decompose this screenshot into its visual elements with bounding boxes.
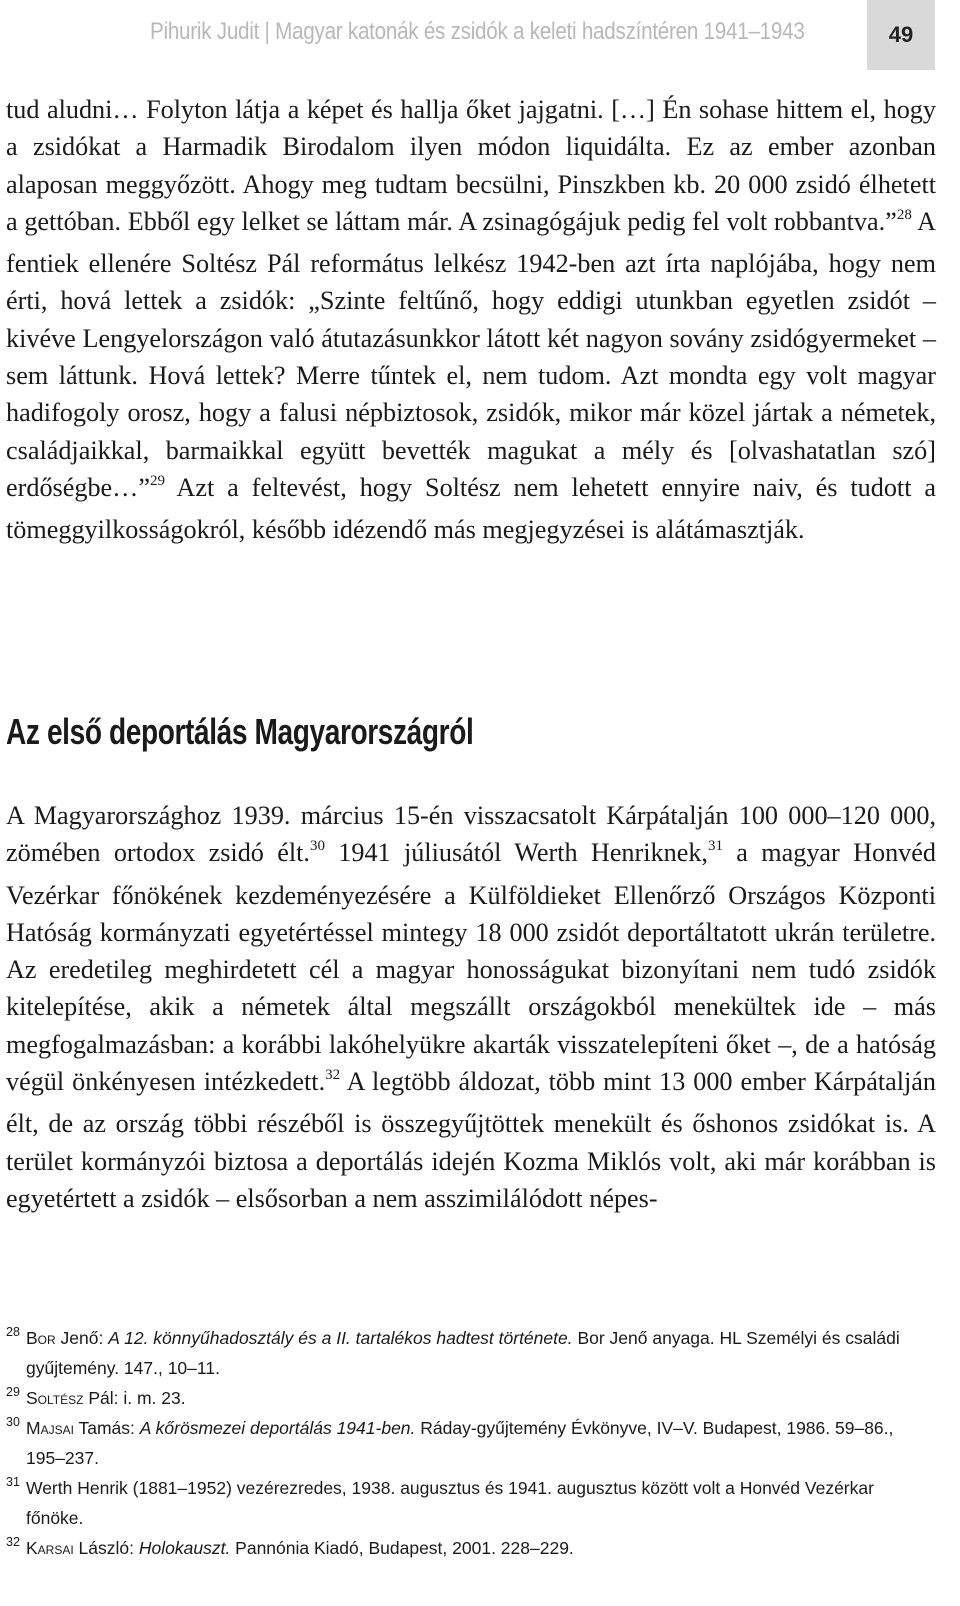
- footnotes: [6, 1323, 936, 1563]
- footnote-text: Pál: i. m. 23.: [83, 1388, 186, 1408]
- footnote-text: Werth Henrik (1881–1952) vezérezredes, 1938. augusztus és 1941. augusztus között volt a Honvéd Vezérkar főnöke.: [26, 1478, 874, 1528]
- paragraph-text: a magyar Honvéd Vezérkar főnökének kezdeményezésére a Külföldieket Ellenőrző Országos Központi Hatóság kormányzati egyetértéssel mintegy 18 000 zsidót deportáltatott ukrán területre. Az eredetileg meghirdetett cél a magyar honosságukat bizonyítani nem tudó zsidók kitelepítése, akik a németek által megszállt országokból menekültek ide – más megfogalmazásban: a korábbi lakóhelyükre akarták visszatelepíteni őket –, de a hatóság végül önkényesen intézkedett.: [6, 838, 936, 1097]
- footnote-ref-28[interactable]: 28: [896, 206, 912, 223]
- footnote-author: Majsai: [26, 1418, 74, 1438]
- footnote-title: A 12. könnyűhadosztály és a II. tartalékos hadtest története.: [108, 1328, 573, 1348]
- footnote-number: 31: [6, 1475, 20, 1489]
- paragraph-text: tud aludni… Folyton látja a képet és hallja őket jajgatni. […] Én sohase hittem el, hogy a zsidókat a Harmadik Birodalom ilyen módon liquidálta. Ez az ember azonban alaposan meggyőzött. Ahogy meg tudtam becsülni, Pinszkben kb. 20 000 zsidó élhetett a gettóban. Ebből egy lelket se láttam már. A zsinagógájuk pedig fel volt robbantva.”: [6, 95, 936, 236]
- footnote-text: Jenő:: [55, 1328, 109, 1348]
- footnote-ref-32[interactable]: 32: [325, 1067, 341, 1084]
- footnote-text: Tamás:: [73, 1418, 140, 1438]
- body-paragraph-1: [6, 91, 936, 549]
- footnote-number: 29: [6, 1385, 20, 1399]
- footnote-number: 32: [6, 1535, 20, 1549]
- body-paragraph-2: [6, 797, 936, 1217]
- footnote-text: Bor Jenő anyaga. HL Személyi és családi gyűjtemény. 147., 10–11.: [26, 1328, 900, 1378]
- footnote-ref-31[interactable]: 31: [707, 838, 723, 855]
- page-header: [0, 0, 960, 70]
- footnote-title: A kőrösmezei deportálás 1941-ben.: [139, 1418, 416, 1438]
- footnote-author: Soltész: [26, 1388, 84, 1408]
- footnote-number: 30: [6, 1415, 20, 1429]
- footnote-text: László:: [73, 1538, 139, 1558]
- footnote-title: Holokauszt.: [138, 1538, 231, 1558]
- footnote-31: [6, 1473, 936, 1533]
- footnote-text: Pannónia Kiadó, Budapest, 2001. 228–229.: [230, 1538, 574, 1558]
- footnote-number: 28: [6, 1325, 20, 1339]
- footnote-text: Ráday-gyűjtemény Évkönyve, IV–V. Budapest, 1986. 59–86., 195–237.: [26, 1418, 894, 1468]
- paragraph-text: Azt a feltevést, hogy Soltész nem lehetett ennyire naiv, és tudott a tömeggyilkosságokról, később idézendő más megjegyzései is alátámasztják.: [6, 472, 936, 545]
- footnote-author: Karsai: [26, 1538, 74, 1558]
- running-head: Pihurik Judit | Magyar katonák és zsidók a keleti hadszíntéren 1941–1943: [150, 18, 805, 45]
- paragraph-text: 1941 júliusától Werth Henriknek,: [324, 838, 708, 868]
- footnote-author: Bor: [26, 1328, 56, 1348]
- page-number: 49: [867, 0, 935, 70]
- section-heading: Az első deportálás Magyarországról: [6, 711, 474, 752]
- footnote-28: [6, 1323, 936, 1383]
- paragraph-text: A legtöbb áldozat, több mint 13 000 ember Kárpátalján élt, de az ország többi részéből is összegyűjtöttek menekült és őshonos zsidókat is. A terület kormányzói biztosa a deportálás idején Kozma Miklós volt, aki már korábban is egyetértett a zsidók – elsősorban a nem asszimilálódott népes-: [6, 1067, 936, 1213]
- footnote-ref-30[interactable]: 30: [309, 838, 325, 855]
- footnote-32: [6, 1533, 936, 1563]
- footnote-29: [6, 1383, 936, 1413]
- paragraph-text: A Magyarországhoz 1939. március 15-én visszacsatolt Kárpátalján 100 000–120 000, zömében ortodox zsidó élt.: [6, 801, 936, 868]
- paragraph-text: A fentiek ellenére Soltész Pál református lelkész 1942-ben azt írta naplójába, hogy nem érti, hová lettek a zsidók: „Szinte feltűnő, hogy eddigi utunkban egyetlen zsidót – kivéve Lengyelországon való átutazásunkkor látott két nagyon sovány zsidógyermeket – sem láttunk. Hová lettek? Merre tűntek el, nem tudom. Azt mondta egy volt magyar hadifogoly orosz, hogy a falusi népbiztosok, zsidók, mikor már közel jártak a németek, családjaikkal, barmaikkal együtt bevették magukat a mély és [olvashatatlan szó] erdőségbe…”: [6, 206, 936, 502]
- footnote-30: [6, 1413, 936, 1473]
- footnote-ref-29[interactable]: 29: [149, 472, 165, 489]
